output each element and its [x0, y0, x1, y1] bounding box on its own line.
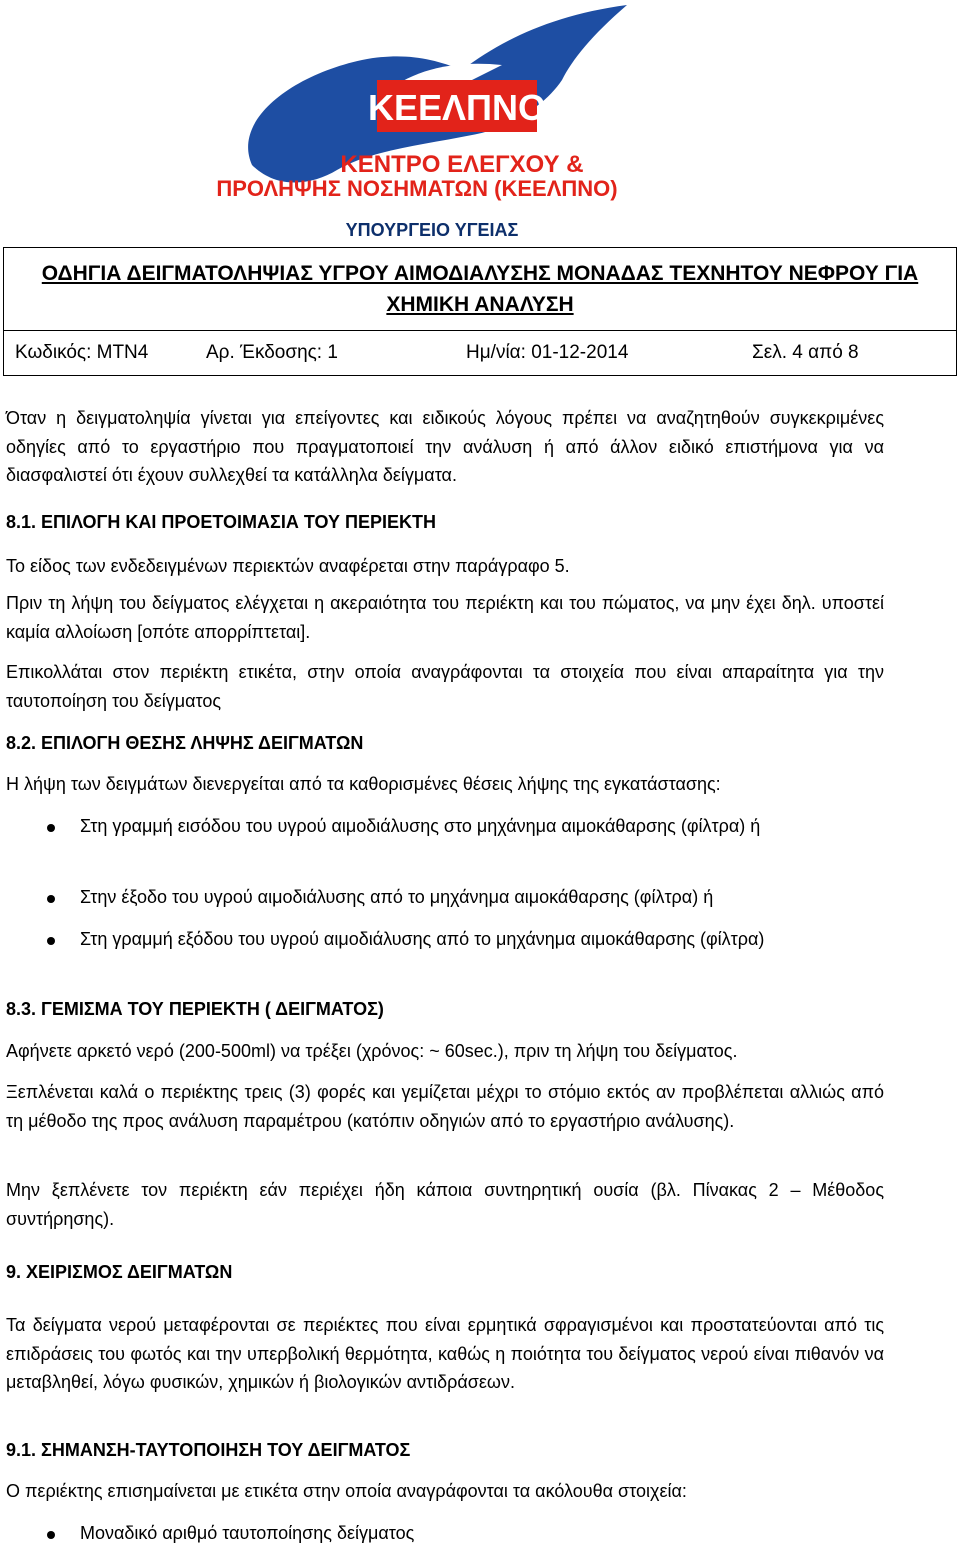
section-9-1-heading: 9.1. ΣΗΜΑΝΣΗ-ΤΑΥΤΟΠΟΙΗΣΗ ΤΟΥ ΔΕΙΓΜΑΤΟΣ — [6, 1440, 411, 1460]
s82-paragraph-1: Η λήψη των δειγμάτων διενεργείται από τα καθορισμένες θέσεις λήψης της εγκατάστασης: — [6, 774, 721, 794]
s91-paragraph-1: Ο περιέκτης επισημαίνεται με ετικέτα στην οποία αναγράφονται τα ακόλουθα στοιχεία: — [6, 1481, 687, 1501]
bullet-icon — [47, 937, 55, 945]
section-8-1-heading: 8.1. ΕΠΙΛΟΓΗ ΚΑΙ ΠΡΟΕΤΟΙΜΑΣΙΑ ΤΟΥ ΠΕΡΙΕΚΤΗ — [6, 512, 437, 532]
logo-ministry: ΥΠΟΥΡΓΕΙΟ ΥΓΕΙΑΣ — [345, 220, 519, 240]
meta-row — [4, 331, 957, 376]
s81-paragraph-3: Επικολλάται στον περιέκτη ετικέτα, στην οποία αναγράφονται τα στοιχεία που είναι απαραίτητα για την ταυτοποίηση του δείγματος — [6, 662, 884, 711]
keelpno-logo — [172, 0, 712, 245]
s83-paragraph-1: Αφήνετε αρκετό νερό (200-500ml) να τρέξει (χρόνος: ~ 60sec.), πριν τη λήψη του δείγματος. — [6, 1041, 738, 1061]
section-8-3-heading: 8.3. ΓΕΜΙΣΜΑ ΤΟΥ ΠΕΡΙΕΚΤΗ ( ΔΕΙΓΜΑΤΟΣ) — [6, 999, 384, 1019]
bullet-icon — [47, 824, 55, 832]
list-item: Στην έξοδο του υγρού αιμοδιάλυσης από το μηχάνημα αιμοκάθαρσης (φίλτρα) ή — [80, 883, 884, 912]
section-8-2-heading: 8.2. ΕΠΙΛΟΓΗ ΘΕΣΗΣ ΛΗΨΗΣ ΔΕΙΓΜΑΤΩΝ — [6, 733, 364, 753]
intro-paragraph: Όταν η δειγματοληψία γίνεται για επείγοντες και ειδικούς λόγους πρέπει να αναζητηθούν συγκεκριμένες οδηγίες από το εργαστήριο που πραγματοποιεί την ανάλυση ή από άλλον ειδικό επιστήμονα για να διασφαλιστεί ότι έχουν συλλεχθεί τα κατάλληλα δείγματα. — [6, 408, 884, 485]
document-title — [4, 248, 957, 331]
list-item: Στη γραμμή εισόδου του υγρού αιμοδιάλυσης στο μηχάνημα αιμοκάθαρσης (φίλτρα) ή — [80, 812, 884, 841]
s81-paragraph-1: Το είδος των ενδεδειγμένων περιεκτών αναφέρεται στην παράγραφο 5. — [6, 556, 570, 576]
logo-line2: ΠΡΟΛΗΨΗΣ ΝΟΣΗΜΑΤΩΝ (ΚΕΕΛΠΝΟ) — [216, 176, 618, 201]
section-9-heading: 9. ΧΕΙΡΙΣΜΟΣ ΔΕΙΓΜΑΤΩΝ — [6, 1262, 233, 1282]
doc-version: Αρ. Έκδοσης: 1 — [206, 342, 338, 363]
s81-paragraph-2: Πριν τη λήψη του δείγματος ελέγχεται η ακεραιότητα του περιέκτη και του πώματος, να μην έχει δηλ. υποστεί καμία αλλοίωση [οπότε απορρίπτεται]. — [6, 593, 884, 642]
list-item: Μοναδικό αριθμό ταυτοποίησης δείγματος — [80, 1519, 884, 1548]
s83-paragraph-2: Ξεπλένεται καλά ο περιέκτης τρεις (3) φορές και γεμίζεται μέχρι το στόμιο εκτός αν προβλέπεται αλλιώς από τη μέθοδο της προς ανάλυση παραμέτρου (κατόπιν οδηγιών από το εργαστήριο ανάλυσης). — [6, 1082, 884, 1131]
title-line-2: ΧΗΜΙΚΗ ΑΝΑΛΥΣΗ — [386, 293, 574, 316]
doc-code: Κωδικός: ΜΤΝ4 — [15, 342, 149, 363]
document-header — [3, 247, 957, 376]
logo-line1: ΚΕΝΤΡΟ ΕΛΕΓΧΟΥ & — [340, 151, 584, 178]
title-line-1: ΟΔΗΓΙΑ ΔΕΙΓΜΑΤΟΛΗΨΙΑΣ ΥΓΡΟΥ ΑΙΜΟΔΙΑΛΥΣΗΣ ΜΟΝΑΔΑΣ ΤΕΧΝΗΤΟΥ ΝΕΦΡΟΥ ΓΙΑ — [41, 262, 919, 285]
list-item: Στη γραμμή εξόδου του υγρού αιμοδιάλυσης από το μηχάνημα αιμοκάθαρσης (φίλτρα) — [80, 925, 884, 954]
bullet-icon — [47, 1531, 55, 1539]
s9-paragraph-1: Τα δείγματα νερού μεταφέρονται σε περιέκτες που είναι ερμητικά σφραγισμένοι και προστατεύονται από τις επιδράσεις του φωτός και την υπερβολική θερμότητα, καθώς η ποιότητα του δείγματος νερού είναι πιθανόν να μεταβληθεί, λόγω φυσικών, χημικών ή βιολογικών αντιδράσεων. — [6, 1315, 884, 1392]
doc-page: Σελ. 4 από 8 — [752, 342, 859, 363]
logo-brand: ΚΕΕΛΠΝΟ — [367, 87, 547, 128]
bullet-icon — [47, 895, 55, 903]
doc-date: Ημ/νία: 01-12-2014 — [466, 342, 629, 363]
s83-paragraph-3: Μην ξεπλένετε τον περιέκτη εάν περιέχει ήδη κάποια συντηρητική ουσία (βλ. Πίνακας 2 – Μέθοδος συντήρησης). — [6, 1180, 884, 1229]
